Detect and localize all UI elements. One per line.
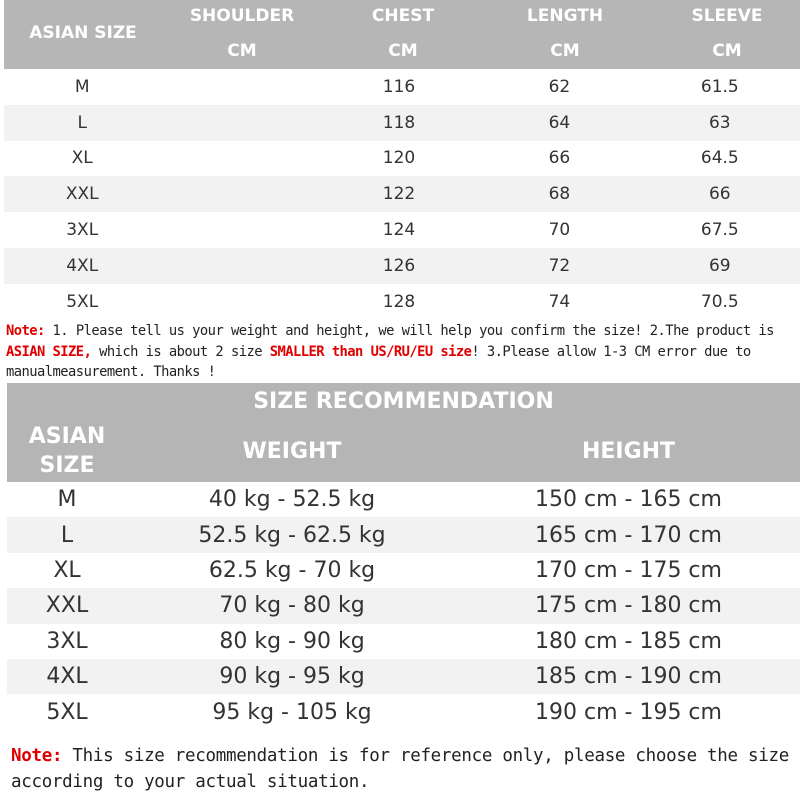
header-sleeve-unit: CM bbox=[712, 41, 742, 61]
chest-cell: 118 bbox=[382, 112, 416, 133]
sleeve-cell: 69 bbox=[708, 255, 731, 276]
table-row bbox=[7, 482, 800, 517]
size-cell: 5XL bbox=[66, 291, 99, 312]
sleeve-cell: 64.5 bbox=[700, 148, 739, 169]
chest-cell: 120 bbox=[382, 148, 416, 169]
height-cell: 165 cm - 170 cm bbox=[535, 522, 722, 548]
chest-cell: 116 bbox=[382, 76, 416, 97]
header-asian-size: ASIAN SIZE bbox=[29, 23, 137, 43]
table-row bbox=[7, 517, 800, 552]
table-row bbox=[7, 659, 800, 694]
chest-cell: 122 bbox=[382, 184, 416, 205]
length-cell: 62 bbox=[548, 76, 571, 97]
sleeve-cell: 61.5 bbox=[700, 76, 739, 97]
chest-cell: 128 bbox=[382, 291, 416, 312]
table-row bbox=[4, 176, 800, 212]
note-text-part2: which is about 2 size bbox=[91, 343, 270, 360]
height-cell: 150 cm - 165 cm bbox=[535, 487, 722, 513]
table-row bbox=[4, 141, 800, 177]
note-text-part3: ! 3.Please allow 1-3 CM error due to manualmeasurement. Thanks ! bbox=[6, 343, 751, 380]
table-row bbox=[4, 212, 800, 248]
size-cell: XXL bbox=[65, 184, 99, 205]
length-cell: 72 bbox=[548, 255, 571, 276]
height-cell: 170 cm - 175 cm bbox=[535, 557, 722, 583]
note-text: This size recommendation is for reference only, please choose the size according to your actual situation. bbox=[11, 746, 789, 792]
header-asian-size bbox=[7, 422, 127, 480]
length-cell: 64 bbox=[548, 112, 571, 133]
height-cell: 190 cm - 195 cm bbox=[535, 699, 722, 725]
sleeve-cell: 67.5 bbox=[700, 220, 739, 241]
length-cell: 66 bbox=[548, 148, 571, 169]
header-shoulder-unit: CM bbox=[227, 41, 257, 61]
chest-cell: 126 bbox=[382, 255, 416, 276]
weight-cell: 62.5 kg - 70 kg bbox=[208, 557, 376, 583]
note-label: Note: bbox=[6, 323, 45, 339]
length-cell: 70 bbox=[548, 220, 571, 241]
height-cell: 180 cm - 185 cm bbox=[535, 628, 722, 654]
header-length-unit: CM bbox=[550, 41, 580, 61]
size-cell: XL bbox=[53, 557, 81, 583]
size-cell: 4XL bbox=[66, 255, 99, 276]
header-asian-size-line2: SIZE bbox=[39, 453, 95, 478]
weight-cell: 40 kg - 52.5 kg bbox=[208, 487, 376, 513]
weight-cell: 90 kg - 95 kg bbox=[219, 664, 365, 690]
sleeve-cell: 63 bbox=[708, 112, 731, 133]
header-length: LENGTH bbox=[526, 6, 604, 26]
size-cell: 5XL bbox=[46, 699, 88, 725]
size-cell: XL bbox=[71, 148, 93, 169]
table-row bbox=[7, 553, 800, 588]
weight-cell: 95 kg - 105 kg bbox=[212, 699, 372, 725]
size-cell: 3XL bbox=[46, 628, 88, 654]
recommendation-header bbox=[7, 420, 800, 482]
size-cell: 3XL bbox=[66, 220, 99, 241]
table-row bbox=[7, 588, 800, 623]
size-cell: L bbox=[77, 112, 87, 133]
height-cell: 175 cm - 180 cm bbox=[535, 593, 722, 619]
recommendation-title: SIZE RECOMMENDATION bbox=[7, 383, 800, 420]
table-row bbox=[4, 69, 800, 105]
size-chart-table bbox=[4, 0, 800, 320]
length-cell: 68 bbox=[548, 184, 571, 205]
size-recommendation-table bbox=[7, 383, 800, 730]
weight-cell: 70 kg - 80 kg bbox=[219, 593, 365, 619]
recommendation-note bbox=[11, 743, 791, 795]
header-shoulder: SHOULDER bbox=[189, 6, 295, 26]
header-sleeve: SLEEVE bbox=[691, 6, 763, 26]
size-chart-header bbox=[4, 0, 800, 69]
table-row bbox=[4, 105, 800, 141]
table-row bbox=[7, 624, 800, 659]
weight-cell: 52.5 kg - 62.5 kg bbox=[198, 522, 386, 548]
chest-cell: 124 bbox=[382, 220, 416, 241]
size-note bbox=[6, 321, 798, 383]
size-cell: M bbox=[57, 487, 77, 513]
header-chest-unit: CM bbox=[388, 41, 418, 61]
table-row bbox=[7, 694, 800, 729]
sleeve-cell: 66 bbox=[708, 184, 731, 205]
header-asian-size-line1: ASIAN bbox=[28, 424, 106, 449]
header-weight: WEIGHT bbox=[242, 438, 342, 464]
note-text-part1: 1. Please tell us your weight and height, we will help you confirm the size! 2.The product is bbox=[44, 323, 774, 339]
note-highlight-smaller: SMALLER than US/RU/EU size bbox=[269, 343, 472, 360]
size-cell: L bbox=[60, 522, 74, 548]
size-cell: XXL bbox=[45, 593, 89, 619]
height-cell: 185 cm - 190 cm bbox=[535, 664, 722, 690]
note-highlight-asian-size: ASIAN SIZE, bbox=[6, 343, 92, 360]
table-row bbox=[4, 284, 800, 320]
sleeve-cell: 70.5 bbox=[700, 291, 739, 312]
length-cell: 74 bbox=[548, 291, 571, 312]
weight-cell: 80 kg - 90 kg bbox=[219, 628, 365, 654]
note-label: Note: bbox=[11, 746, 63, 766]
size-cell: M bbox=[74, 76, 90, 97]
header-chest: CHEST bbox=[371, 6, 435, 26]
table-row bbox=[4, 248, 800, 284]
header-height: HEIGHT bbox=[581, 438, 676, 464]
size-cell: 4XL bbox=[46, 664, 88, 690]
